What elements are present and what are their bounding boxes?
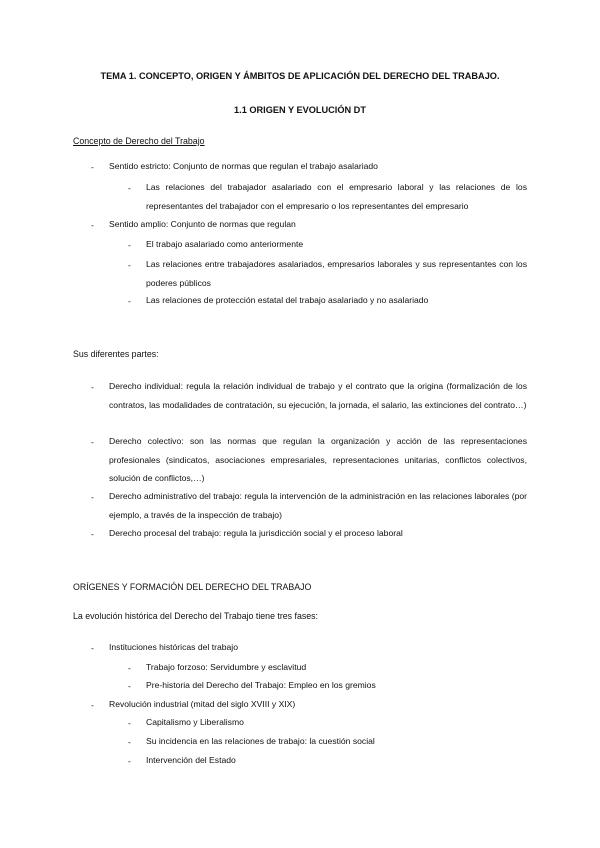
list-item: Capitalismo y Liberalismo (146, 717, 244, 727)
document-subtitle: 1.1 ORIGEN Y EVOLUCIÓN DT (234, 105, 366, 115)
list-item: Las relaciones de protección estatal del trabajo asalariado y no asalariado (146, 295, 429, 305)
bullet-dash: - (91, 220, 94, 230)
list-item: Pre-historia del Derecho del Trabajo: Empleo en los gremios (146, 680, 376, 690)
list-item: Sentido estricto: Conjunto de normas que regulan el trabajo asalariado (109, 161, 378, 171)
list-item: Intervención del Estado (146, 755, 236, 765)
list-item: Derecho individual: regula la relación individual de trabajo y el contrato que la origina (formalización de los contratos, las modalidades de contratación, su ejecución, la jornada, el salario, las extinciones del contrato…) (109, 381, 527, 410)
bullet-dash: - (128, 737, 131, 747)
list-item: Instituciones históricas del trabajo (109, 642, 238, 652)
bullet-dash: - (128, 296, 131, 306)
section-heading-partes: Sus diferentes partes: (73, 349, 159, 359)
list-item: Derecho colectivo: son las normas que regulan la organización y acción de las representaciones profesionales (sindicatos, asociaciones empresariales, representaciones unitarias, conflictos colectivos, solución de conflictos,…) (109, 436, 527, 484)
bullet-dash: - (128, 756, 131, 766)
bullet-dash: - (91, 162, 94, 172)
bullet-dash: - (91, 643, 94, 653)
list-item: Las relaciones del trabajador asalariado con el empresario laboral y las relaciones de los representantes del trabajador con el empresario o los representantes del empresario (146, 182, 527, 211)
document-title: TEMA 1. CONCEPTO, ORIGEN Y ÁMBITOS DE APLICACIÓN DEL DERECHO DEL TRABAJO. (100, 71, 500, 81)
bullet-dash: - (128, 718, 131, 728)
bullet-dash: - (91, 382, 94, 392)
list-item: Derecho procesal del trabajo: regula la jurisdicción social y el proceso laboral (109, 528, 403, 538)
list-item: Su incidencia en las relaciones de trabajo: la cuestión social (146, 736, 375, 746)
list-item: Derecho administrativo del trabajo: regula la intervención de la administración en las relaciones laborales (por ejemplo, a través de la inspección de trabajo) (109, 491, 527, 520)
bullet-dash: - (128, 663, 131, 673)
bullet-dash: - (128, 260, 131, 270)
list-item: Sentido amplio: Conjunto de normas que regulan (109, 219, 296, 229)
bullet-dash: - (128, 183, 131, 193)
list-item: Trabajo forzoso: Servidumbre y esclavitud (146, 662, 307, 672)
bullet-dash: - (91, 492, 94, 502)
bullet-dash: - (91, 700, 94, 710)
bullet-dash: - (128, 240, 131, 250)
bullet-dash: - (128, 681, 131, 691)
section-intro: La evolución histórica del Derecho del Trabajo tiene tres fases: (73, 611, 318, 621)
bullet-dash: - (91, 529, 94, 539)
list-item: Revolución industrial (mitad del siglo XVIII y XIX) (109, 699, 296, 709)
section-heading-concepto: Concepto de Derecho del Trabajo (73, 136, 205, 146)
list-item: El trabajo asalariado como anteriormente (146, 239, 304, 249)
bullet-dash: - (91, 437, 94, 447)
section-heading-origenes: ORÍGENES Y FORMACIÓN DEL DERECHO DEL TRABAJO (73, 582, 312, 592)
list-item: Las relaciones entre trabajadores asalariados, empresarios laborales y sus representantes con los poderes públicos (146, 259, 527, 288)
